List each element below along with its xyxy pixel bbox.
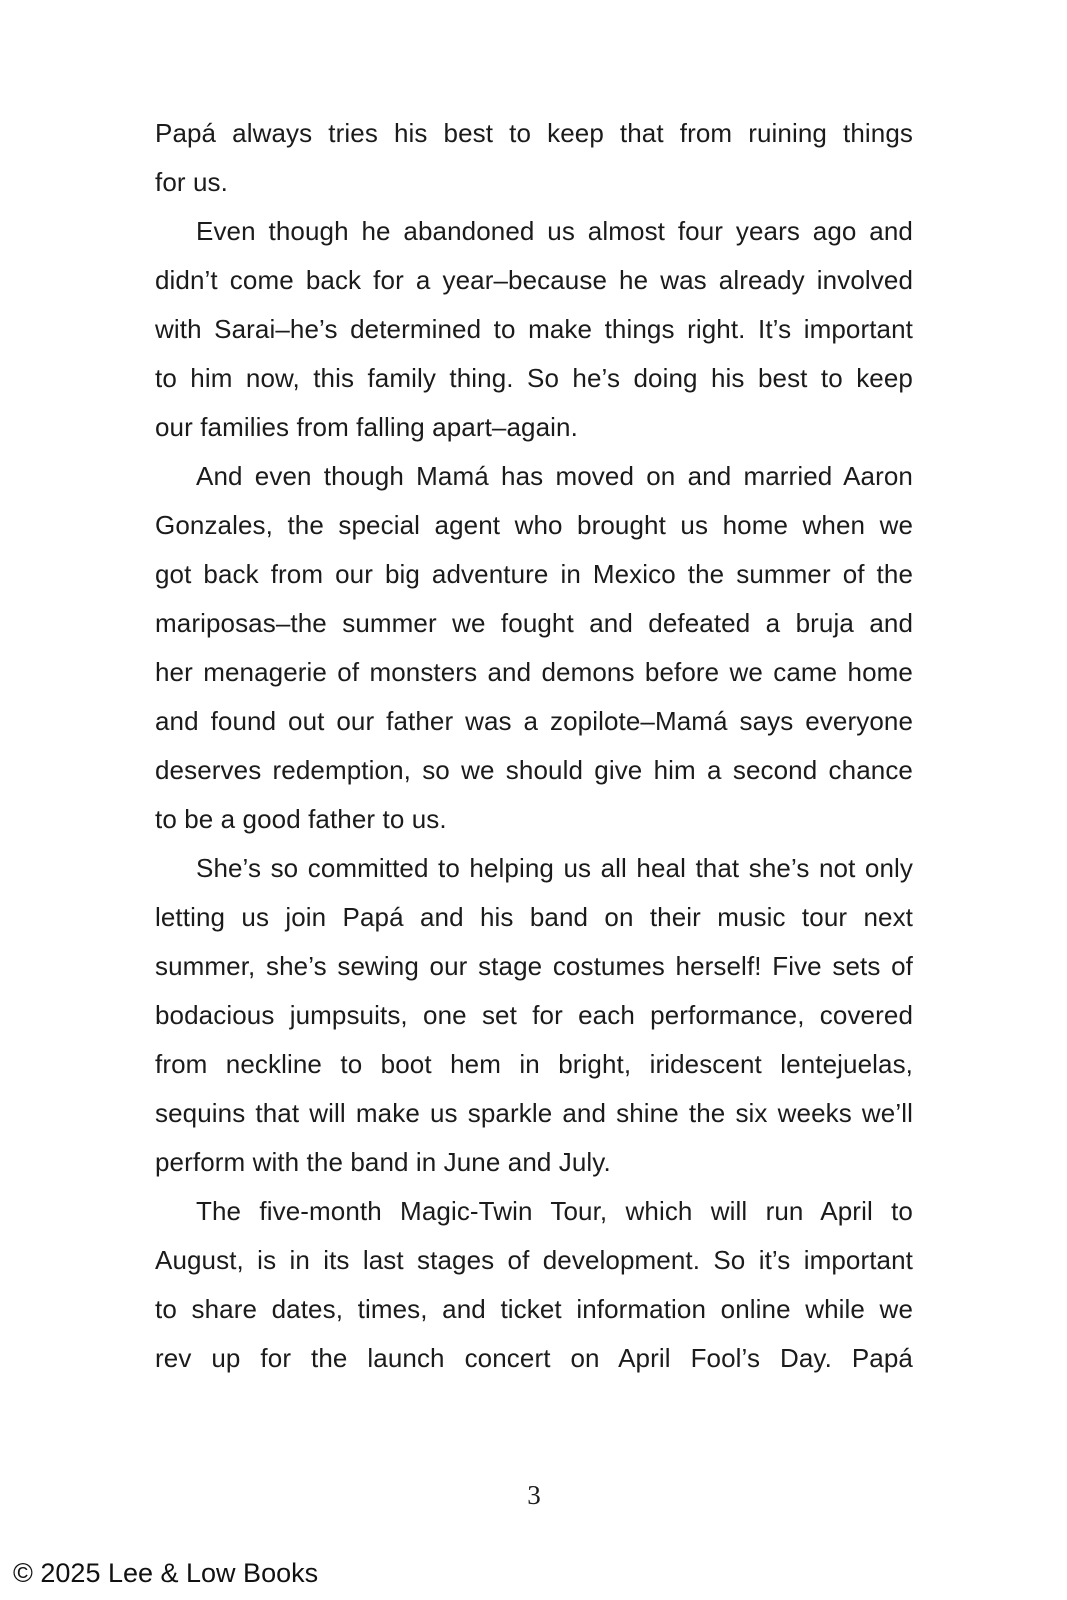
text-line: bodacious jumpsuits, one set for each performance, covered (155, 1000, 913, 1030)
text-line: Papá always tries his best to keep that from ruining things (155, 118, 913, 148)
text-line: letting us join Papá and his band on their music tour next (155, 902, 913, 932)
text-line: and found out our father was a zopilote–Mamá says everyone (155, 706, 913, 736)
text-line: for us. (155, 167, 228, 197)
body-text (155, 109, 913, 1383)
text-line: The five-month Magic-Twin Tour, which will run April to (196, 1196, 913, 1226)
page-number: 3 (527, 1480, 541, 1510)
text-line: from neckline to boot hem in bright, iridescent lentejuelas, (155, 1049, 913, 1079)
text-line: Gonzales, the special agent who brought us home when we (155, 510, 913, 540)
text-line: to be a good father to us. (155, 804, 447, 834)
text-line: summer, she’s sewing our stage costumes herself! Five sets of (155, 951, 913, 981)
text-line: deserves redemption, so we should give him a second chance (155, 755, 913, 785)
text-line: with Sarai–he’s determined to make things right. It’s important (155, 314, 913, 344)
text-line: sequins that will make us sparkle and shine the six weeks we’ll (155, 1098, 913, 1128)
text-line: perform with the band in June and July. (155, 1147, 611, 1177)
text-line: to him now, this family thing. So he’s doing his best to keep (155, 363, 913, 393)
text-line: didn’t come back for a year–because he was already involved (155, 265, 913, 295)
text-line: her menagerie of monsters and demons before we came home (155, 657, 913, 687)
text-line: August, is in its last stages of development. So it’s important (155, 1245, 913, 1275)
text-line: rev up for the launch concert on April Fool’s Day. Papá (155, 1343, 913, 1373)
text-line: mariposas–the summer we fought and defeated a bruja and (155, 608, 913, 638)
text-line: And even though Mamá has moved on and married Aaron (196, 461, 913, 491)
text-line: She’s so committed to helping us all heal that she’s not only (196, 853, 913, 883)
text-line: to share dates, times, and ticket information online while we (155, 1294, 913, 1324)
copyright-line: © 2025 Lee & Low Books (13, 1558, 319, 1588)
text-line: got back from our big adventure in Mexico the summer of the (155, 559, 913, 589)
text-line: Even though he abandoned us almost four years ago and (196, 216, 913, 246)
text-line: our families from falling apart–again. (155, 412, 578, 442)
